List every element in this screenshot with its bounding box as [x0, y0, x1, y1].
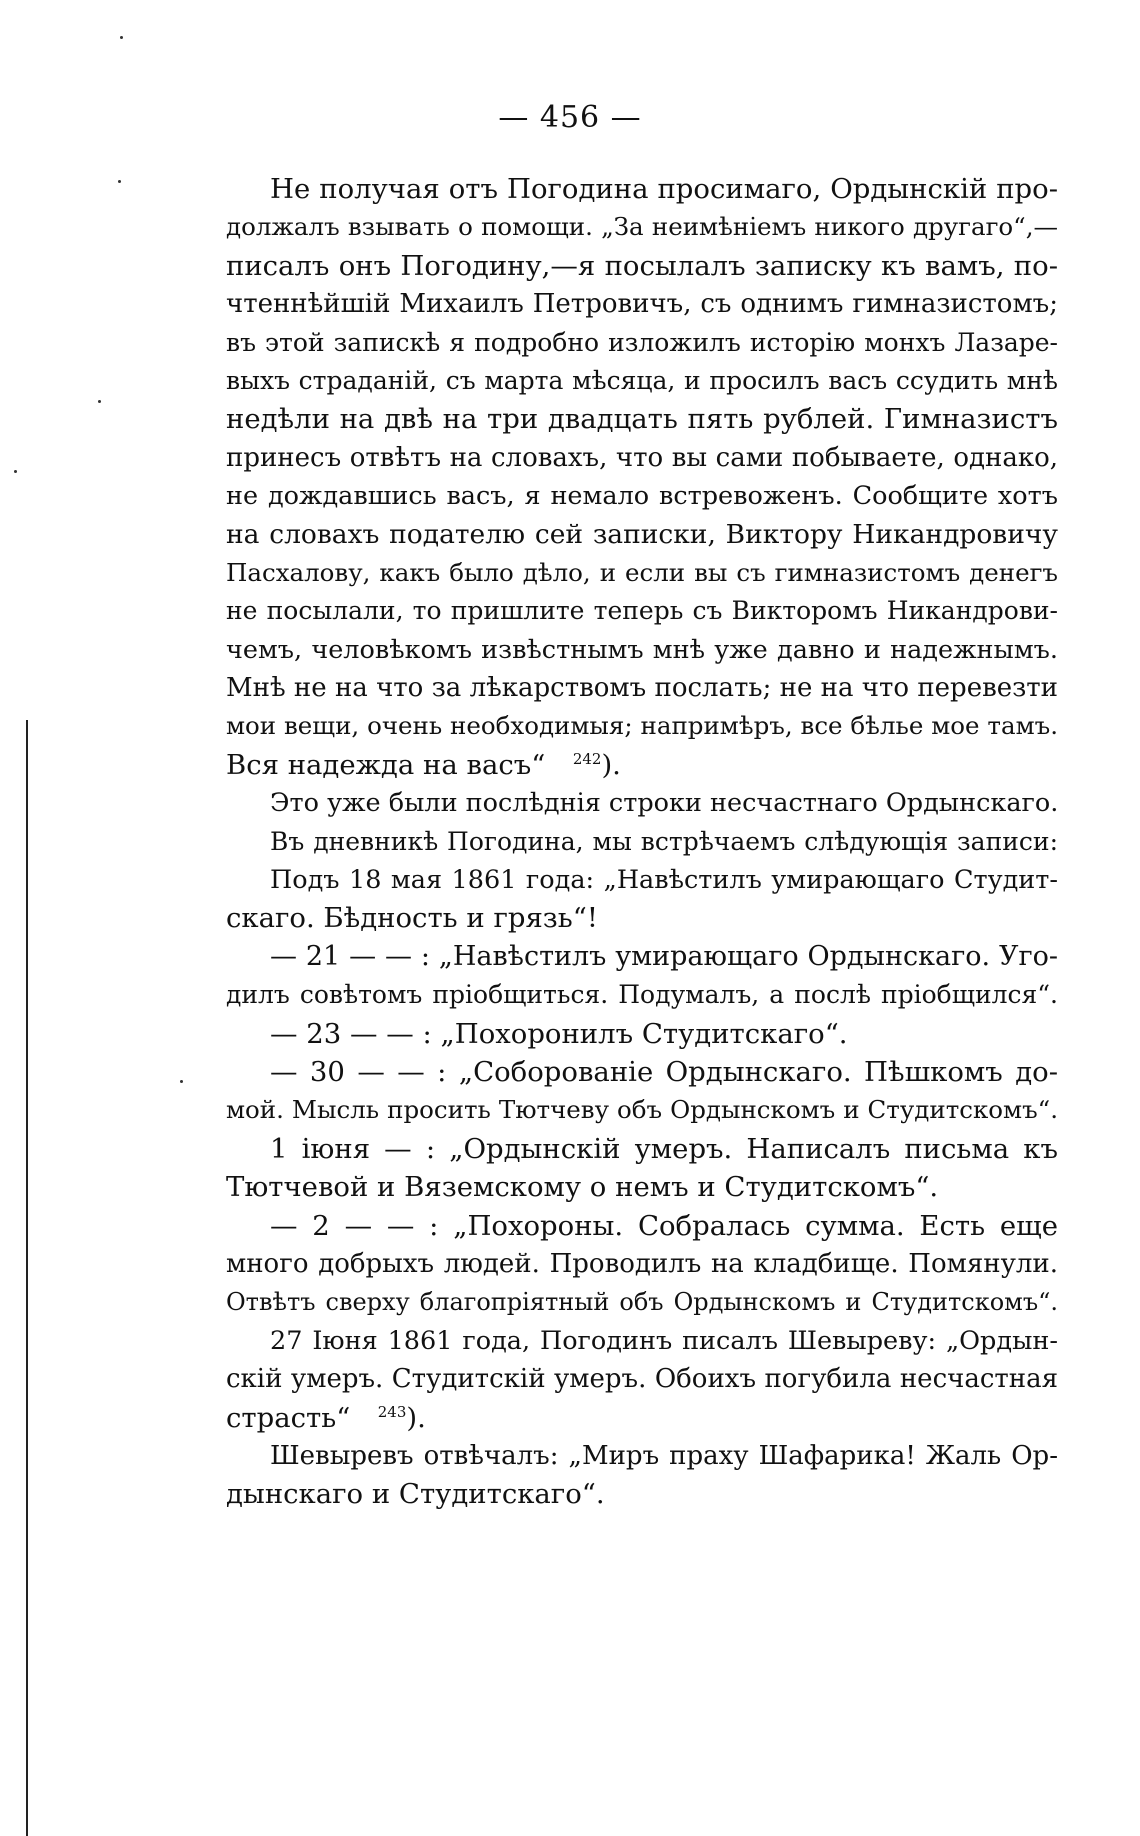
text-line: [226, 1322, 1058, 1360]
text-line-content: скій умеръ. Студитскій умеръ. Обоихъ погубила несчастная: [226, 1364, 1058, 1395]
text-line: [226, 439, 1058, 477]
text-line-content: Отвѣтъ сверху благопріятный объ Ордынскомъ и Студитскомъ“.: [226, 1288, 1058, 1317]
page-number: — 456 —: [498, 100, 642, 135]
text-line-content: 1 іюня — : „Ордынскій умеръ. Написалъ письма къ: [270, 1132, 1058, 1165]
text-line-content: страсть“: [226, 1401, 351, 1434]
text-line: [226, 516, 1058, 554]
body-text: [226, 170, 1058, 1514]
text-line: [226, 1091, 1058, 1129]
text-line-content: Тютчевой и Вяземскому о немъ и Студитскомъ“.: [226, 1171, 939, 1204]
text-line-content: Не получая отъ Погодина просимаго, Ордынскій про-: [270, 173, 1058, 205]
text-line: [226, 1360, 1058, 1398]
text-line-content: — 30 — — : „Соборованіе Ордынскаго. Пѣшкомъ до-: [270, 1055, 1058, 1088]
text-line-content: — 23 — — : „Похоронилъ Студитскаго“.: [270, 1017, 848, 1050]
text-line: [226, 899, 1058, 937]
text-line: [226, 247, 1058, 285]
text-line: [226, 362, 1058, 400]
text-line-content: Вся надежда на васъ“: [226, 748, 546, 781]
text-line: [226, 324, 1058, 362]
text-line-tail: ).: [601, 748, 621, 781]
text-line-content: Это уже были послѣднія строки несчастнаго Ордынскаго.: [270, 788, 1059, 819]
text-line: [226, 208, 1058, 246]
text-line: [226, 554, 1058, 592]
text-line-content: мои вещи, очень необходимыя; напримѣръ, все бѣлье мое тамъ.: [226, 711, 1058, 741]
text-line: [226, 938, 1058, 976]
text-line-content: 27 Іюня 1861 года, Погодинъ писалъ Шевыреву: „Ордын-: [270, 1325, 1058, 1356]
text-line-content: Въ дневникѣ Погодина, мы встрѣчаемъ слѣдующія записи:: [270, 826, 1058, 856]
scan-speck: [98, 400, 101, 403]
text-line: [226, 1245, 1058, 1283]
page-edge-rule: [26, 720, 28, 1836]
text-line: [226, 1015, 1058, 1053]
text-line-content: писалъ онъ Погодину,—я посылалъ записку къ вамъ, по-: [226, 249, 1058, 282]
text-line: [226, 861, 1058, 899]
text-line-content: Пасхалову, какъ было дѣло, и если вы съ гимназистомъ денегъ: [226, 557, 1058, 587]
text-line-content: скаго. Бѣдность и грязь“!: [226, 902, 598, 935]
text-line-content: дынскаго и Студитскаго“.: [226, 1478, 605, 1511]
text-line-content: на словахъ подателю сей записки, Виктору Никандровичу: [226, 518, 1058, 550]
text-line-content: Подъ 18 мая 1861 года: „Навѣстилъ умирающаго Студит-: [270, 865, 1058, 896]
text-line: [226, 976, 1058, 1014]
footnote-ref: 242: [572, 749, 602, 768]
text-line: [226, 285, 1058, 323]
text-line-content: выхъ страданій, съ марта мѣсяца, и просилъ васъ ссудить мнѣ: [226, 365, 1058, 395]
text-line: [226, 1207, 1058, 1245]
text-line-content: много добрыхъ людей. Проводилъ на кладбище. Помянули.: [226, 1248, 1058, 1279]
text-line: [226, 1168, 1058, 1206]
text-line: [226, 592, 1058, 630]
text-line: [226, 400, 1058, 438]
text-line-content: чемъ, человѣкомъ извѣстнымъ мнѣ уже давно и надежнымъ.: [226, 634, 1058, 665]
text-line: [226, 1130, 1058, 1168]
text-line-content: чтеннѣйшій Михаилъ Петровичъ, съ однимъ гимназистомъ;: [226, 289, 1058, 320]
text-line: [226, 1283, 1058, 1321]
scan-speck: [120, 36, 123, 39]
text-line-content: Мнѣ не на что за лѣкарствомъ послать; не на что перевезти: [226, 673, 1058, 704]
text-line: [226, 477, 1058, 515]
text-line: [226, 631, 1058, 669]
text-line: [226, 823, 1058, 861]
text-line: [226, 1475, 1058, 1513]
text-line-content: принесъ отвѣтъ на словахъ, что вы сами побываете, однако,: [226, 442, 1058, 473]
text-line: [226, 669, 1058, 707]
text-line: [226, 1053, 1058, 1091]
text-line: [226, 746, 1058, 784]
text-line: [226, 784, 1058, 822]
text-line: [226, 1437, 1058, 1475]
text-line-content: Шевыревъ отвѣчалъ: „Миръ праху Шафарика! Жаль Ор-: [270, 1440, 1058, 1471]
scan-speck: [180, 1080, 183, 1083]
text-line-content: — 21 — — : „Навѣстилъ умирающаго Ордынскаго. Уго-: [270, 940, 1058, 972]
text-line-content: въ этой запискѣ я подробно изложилъ исторію монхъ Лазаре-: [226, 327, 1058, 357]
text-line-content: — 2 — — : „Похороны. Собралась сумма. Есть еще: [270, 1209, 1058, 1242]
text-line: [226, 170, 1058, 208]
text-line-tail: ).: [406, 1401, 426, 1434]
footnote-ref: 243: [377, 1402, 407, 1421]
text-line: [226, 707, 1058, 745]
scan-speck: [118, 180, 121, 183]
scan-speck: [14, 470, 17, 473]
text-line-content: не посылали, то пришлите теперь съ Викторомъ Никандрови-: [226, 596, 1058, 626]
text-line-content: мой. Мысль просить Тютчеву объ Ордынскомъ и Студитскомъ“.: [226, 1095, 1058, 1125]
text-line-content: недѣли на двѣ на три двадцать пять рублей. Гимназистъ: [226, 403, 1058, 436]
text-line-content: должалъ взывать о помощи. „За неимѣніемъ никого другаго“,—: [226, 212, 1058, 242]
text-line-content: не дождавшись васъ, я немало встревоженъ. Сообщите хотъ: [226, 481, 1058, 512]
text-line-content: дилъ совѣтомъ пріобщиться. Подумалъ, а послѣ пріобщился“.: [226, 980, 1058, 1010]
text-line: [226, 1399, 1058, 1437]
